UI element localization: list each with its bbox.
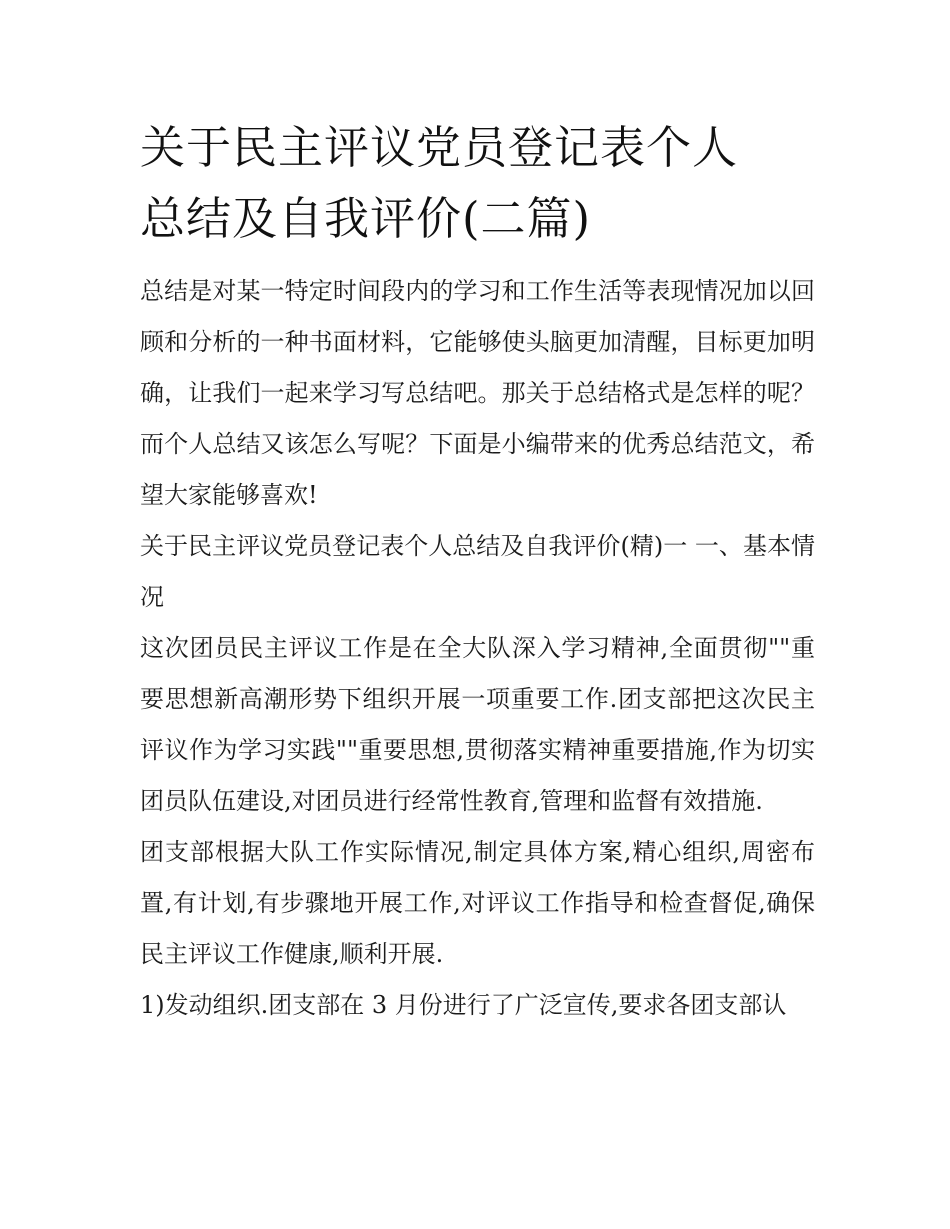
title-line-2: 总结及自我评价(二篇) — [140, 192, 592, 245]
title-line-1: 关于民主评议党员登记表个人 — [140, 121, 739, 174]
section-heading-paragraph: 关于民主评议党员登记表个人总结及自我评价(精)一 一、基本情况 — [140, 532, 815, 611]
document-page — [140, 112, 815, 1031]
intro-paragraph: 总结是对某一特定时间段内的学习和工作生活等表现情况加以回顾和分析的一种书面材料，它能够使头脑更加清醒，目标更加明确，让我们一起来学习写总结吧。那关于总结格式是怎样的呢？而个人总结又该怎么写呢？下面是小编带来的优秀总结范文，希望大家能够喜欢! — [140, 277, 815, 509]
document-title — [140, 112, 815, 254]
body-paragraph: 团支部根据大队工作实际情况,制定具体方案,精心组织,周密布置,有计划,有步骤地开展工作,对评议工作指导和检查督促,确保民主评议工作健康,顺利开展. — [140, 838, 815, 968]
body-paragraph: 1)发动组织.团支部在 3 月份进行了广泛宣传,要求各团支部认 — [140, 991, 787, 1019]
body-paragraph: 这次团员民主评议工作是在全大队深入学习精神,全面贯彻""重要思想新高潮形势下组织开展一项重要工作.团支部把这次民主评议作为学习实践""重要思想,贯彻落实精神重要措施,作为切实团员队伍建设,对团员进行经常性教育,管理和监督有效措施. — [140, 634, 815, 815]
